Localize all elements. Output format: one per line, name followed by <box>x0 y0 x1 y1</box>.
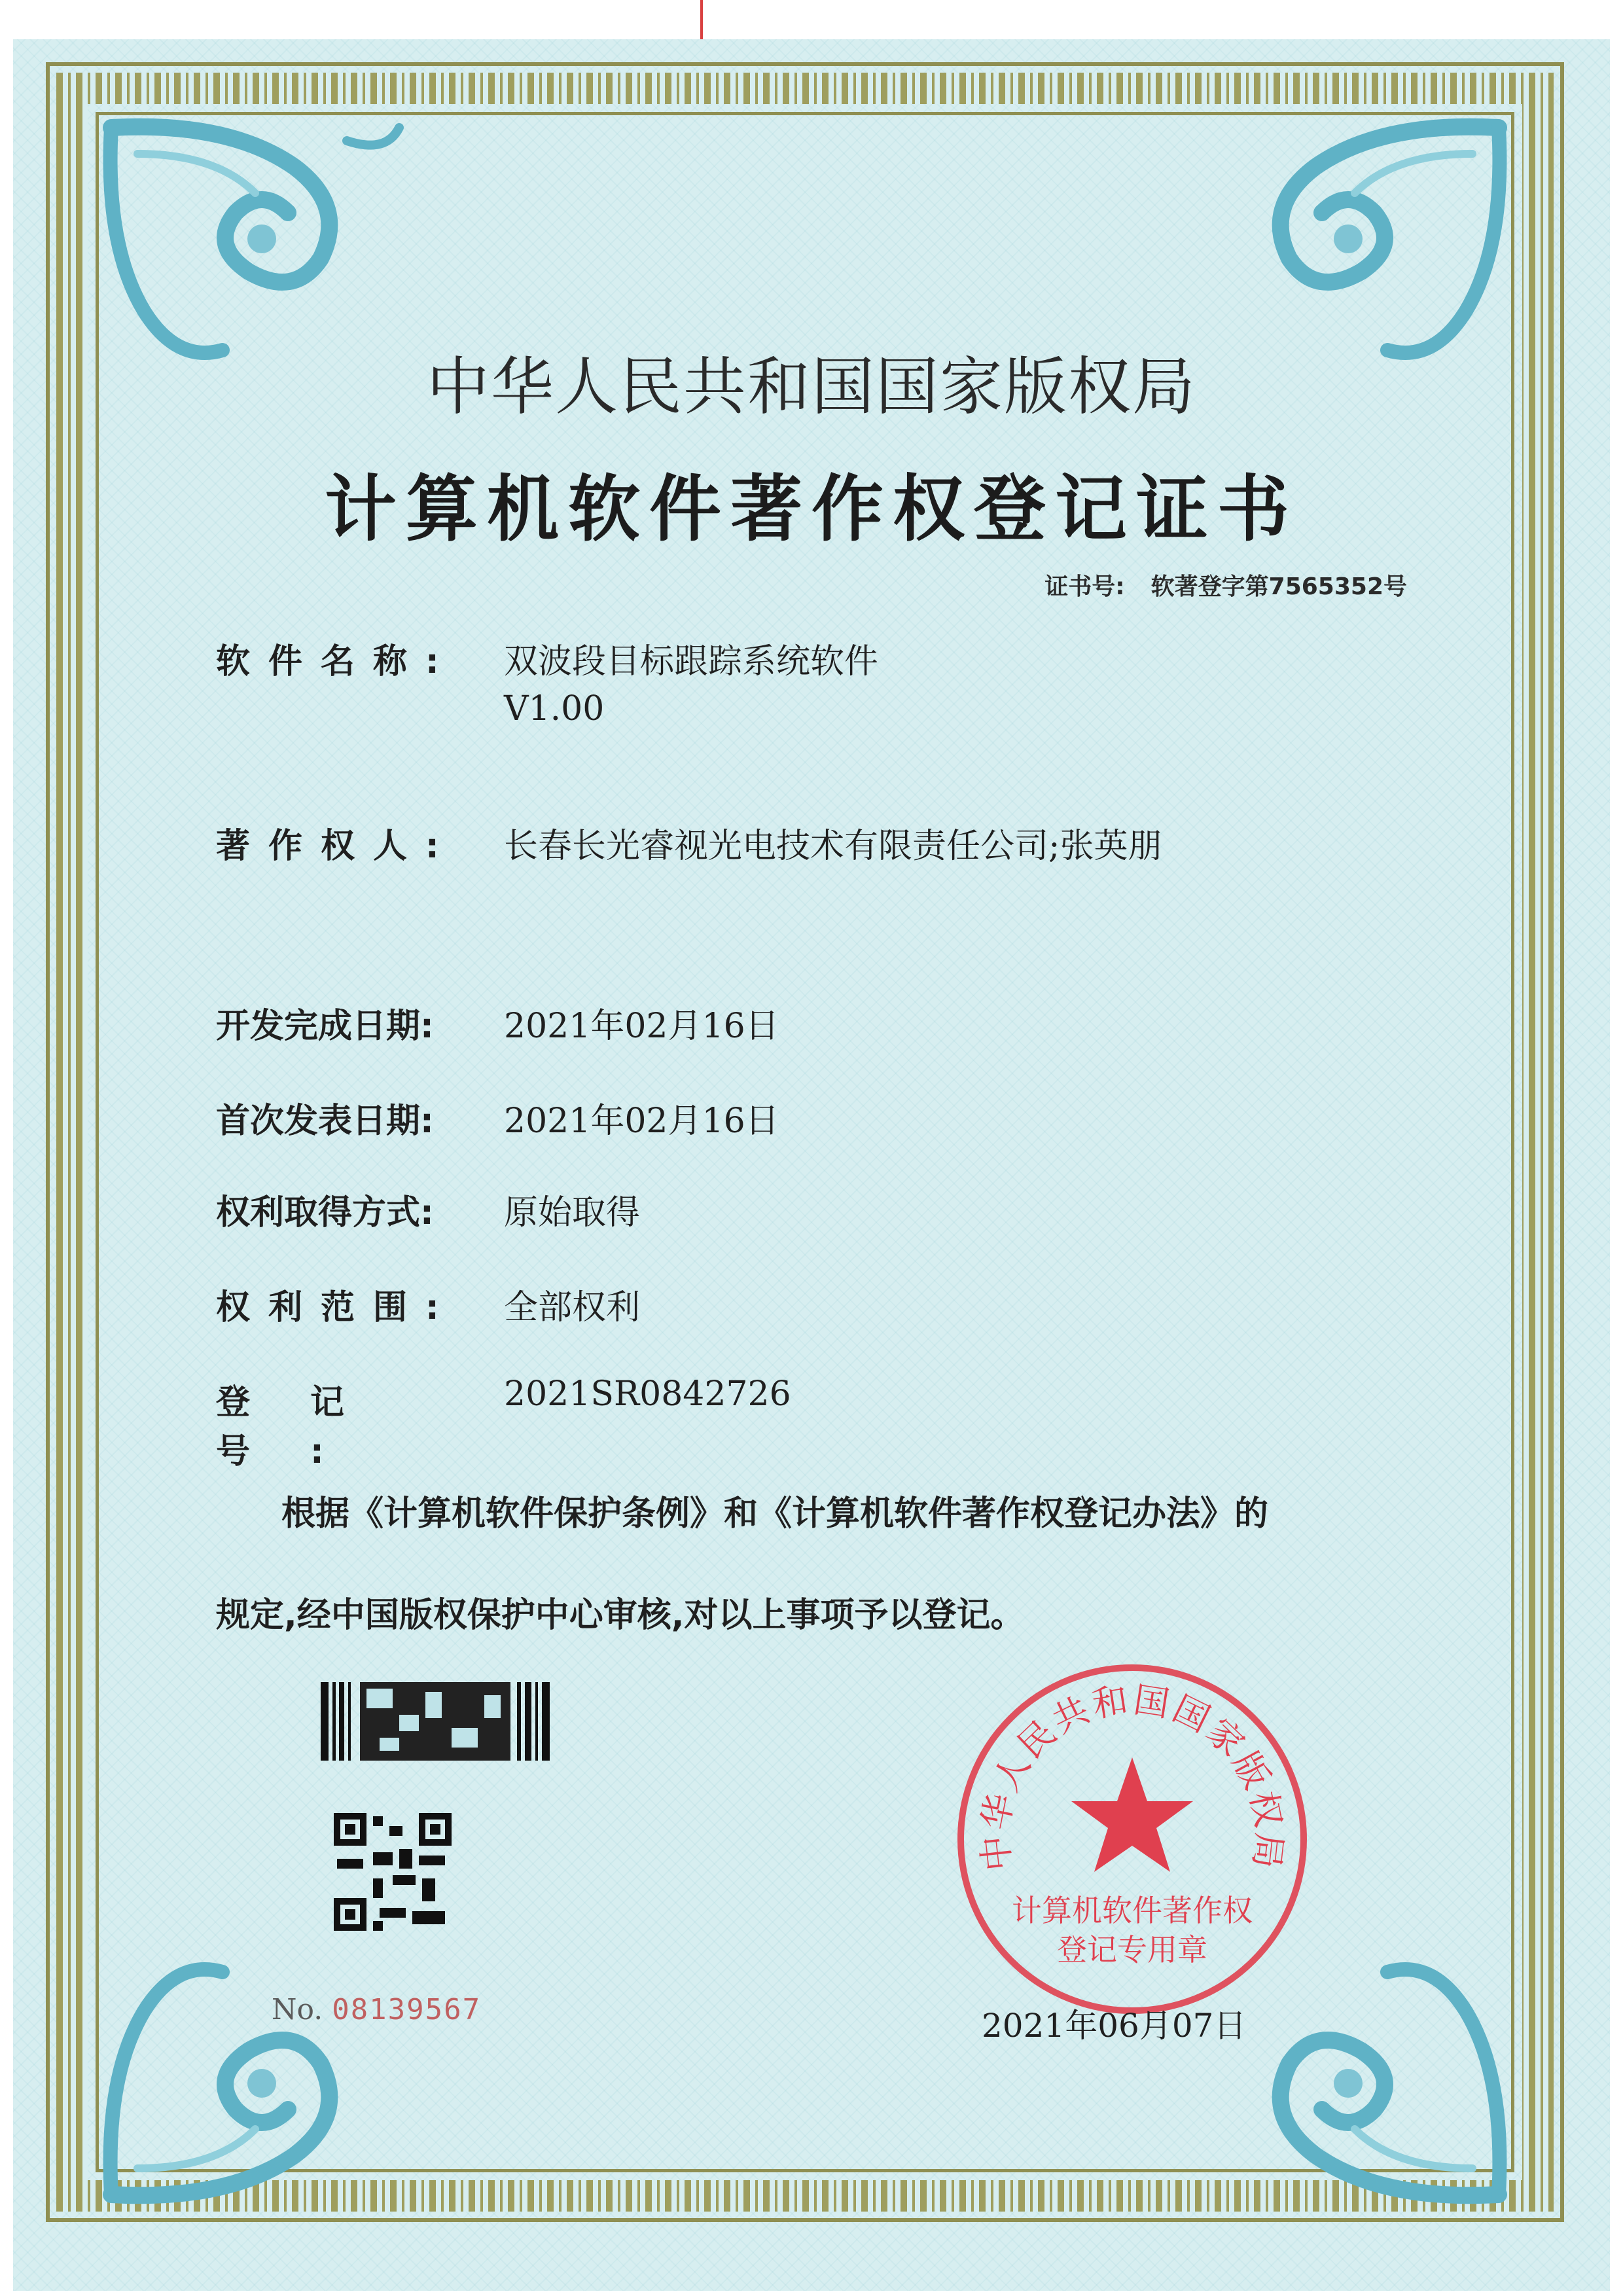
field-acquisition-method <box>216 1185 640 1234</box>
official-seal <box>949 1656 1315 2022</box>
certificate-number <box>1044 568 1407 601</box>
serial-number <box>272 1993 481 2026</box>
field-value: 2021年02月16日 <box>504 1102 779 1141</box>
statement-line-2: 规定,经中国版权保护中心审核,对以上事项予以登记。 <box>216 1596 1025 1635</box>
issue-date: 2021年06月07日 <box>982 2007 1247 2045</box>
field-label: 软件名称: <box>216 642 457 681</box>
field-value: 长春长光睿视光电技术有限责任公司;张英朋 <box>504 827 1162 866</box>
seal-inner-line-1: 计算机软件著作权 <box>1012 1893 1253 1928</box>
field-label: 登记号: <box>216 1383 405 1471</box>
certificate-number-label: 证书号: <box>1044 573 1125 600</box>
field-value: 2021SR0842726 <box>504 1374 791 1414</box>
field-development-date <box>216 998 779 1047</box>
serial-prefix: No. <box>272 1993 323 2026</box>
field-first-publication-date <box>216 1093 779 1142</box>
qr-code-icon <box>334 1813 452 1931</box>
issuer-title: 中华人民共和国国家版权局 <box>427 350 1196 423</box>
software-version-value: V1.00 <box>504 689 605 728</box>
field-label: 著作权人: <box>216 827 457 866</box>
top-red-mark <box>700 0 703 39</box>
field-rights-scope <box>216 1280 640 1329</box>
corner-ornament-icon <box>98 1933 412 2208</box>
field-value: 原始取得 <box>504 1193 641 1232</box>
serial-value: 08139567 <box>332 1993 482 2026</box>
field-value: 2021年02月16日 <box>504 1007 779 1046</box>
certificate-title: 计算机软件著作权登记证书 <box>325 467 1298 551</box>
certificate-number-value: 软著登字第7565352号 <box>1150 573 1407 600</box>
statement-line-1: 根据《计算机软件保护条例》和《计算机软件著作权登记办法》的 <box>281 1494 1269 1534</box>
seal-star-icon <box>1071 1757 1193 1872</box>
field-label: 首次发表日期: <box>216 1102 434 1141</box>
field-value <box>504 634 878 728</box>
seal-inner-line-2: 登记专用章 <box>1057 1932 1207 1967</box>
seal-ring-text: 中华人民共和国国家版权局 <box>974 1679 1291 1873</box>
software-name-value: 双波段目标跟踪系统软件 <box>504 642 879 681</box>
field-label: 权利范围: <box>216 1288 457 1327</box>
field-registration-number <box>216 1374 791 1473</box>
field-copyright-owner <box>216 818 1162 867</box>
barcode-icon <box>321 1682 556 1761</box>
field-value: 全部权利 <box>504 1288 641 1327</box>
field-label: 开发完成日期: <box>216 1007 434 1046</box>
field-software-name <box>216 634 878 728</box>
field-label: 权利取得方式: <box>216 1193 434 1232</box>
